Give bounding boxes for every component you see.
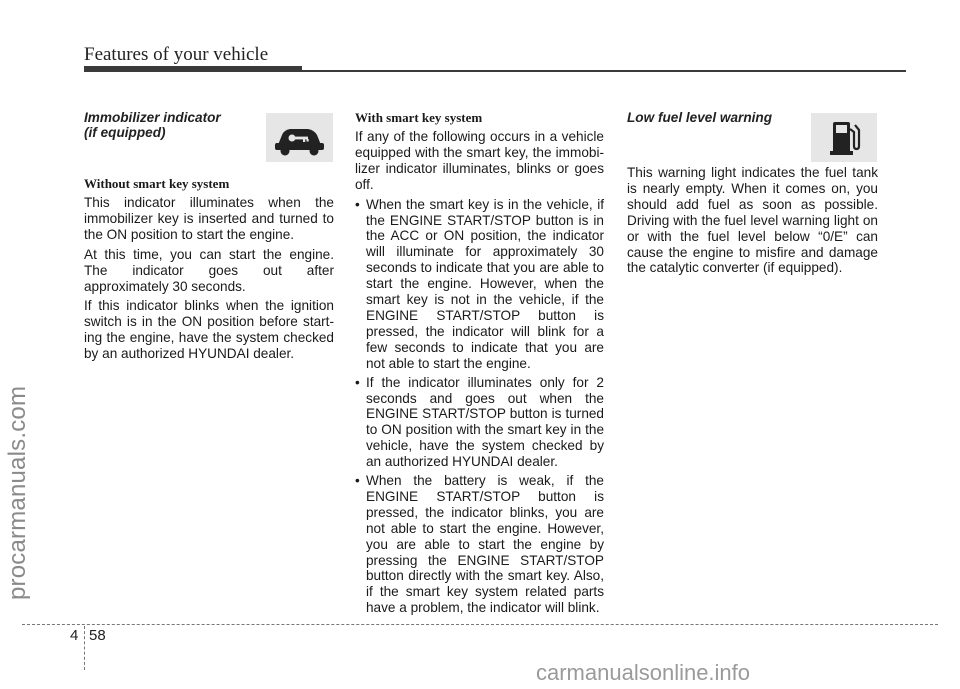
side-watermark: procarmanuals.com: [4, 385, 31, 600]
immobilizer-paragraph: If this indicator blinks when the ignition switch is in the ON position before start-ing the engine, have the system checked by an authorized HYUNDAI dealer.: [84, 298, 334, 362]
immobilizer-title-line2: (if equipped): [84, 125, 166, 140]
without-smart-key-subtitle: Without smart key system: [84, 176, 230, 191]
list-item: • When the smart key is in the vehicle, if the ENGINE START/STOP button is in the ACC or ON position, the indicator will illuminate for approximately 30 seconds to indicate that you are able to start the engine. However, when the smart key is not in the vehicle, if the ENGINE START/STOP button is pressed, the indicator will blink for a few seconds to indicate that you are not able to start the engine.: [355, 197, 604, 372]
footer-divider: [84, 626, 85, 670]
column-smart-key: [355, 110, 604, 619]
immobilizer-title-line1: Immobilizer indicator: [84, 110, 221, 125]
page-header-title: Features of your vehicle: [84, 44, 269, 65]
smart-key-bullet-list: [355, 197, 604, 617]
car-key-icon: [266, 113, 333, 162]
footer-rule: [22, 624, 938, 625]
bottom-watermark: carmanualsonline.info: [536, 660, 751, 685]
low-fuel-title: Low fuel level warning: [627, 110, 773, 125]
smart-key-intro: If any of the following occurs in a vehicle equipped with the smart key, the immobi-lizer indicator illuminates, blinks or goes off.: [355, 129, 604, 192]
low-fuel-icon-box: [811, 113, 877, 162]
chapter-number: 4: [70, 627, 79, 644]
immobilizer-paragraph: This indicator illuminates when the immobilizer key is inserted and turned to the ON position to start the engine.: [84, 195, 334, 242]
immobilizer-indicator-icon-box: [266, 113, 333, 162]
header-rule-thin: [84, 70, 906, 72]
with-smart-key-subtitle: With smart key system: [355, 110, 483, 125]
fuel-pump-icon: [811, 113, 877, 162]
list-item: • When the battery is weak, if the ENGINE START/STOP button is pressed, the indicator blinks, you are not able to start the engine. However, you are able to start the engine by pressing the ENGINE START/STOP button directly with the smart key. Also, if the smart key system related parts have a problem, the indicator will blink.: [355, 473, 604, 616]
page-number: 58: [89, 627, 106, 644]
low-fuel-paragraph: This warning light indicates the fuel tank is nearly empty. When it comes on, you should add fuel as soon as possible. Driving with the fuel level warning light on or with the fuel level below “0/E” can cause the engine to misfire and damage the catalytic converter (if equipped).: [627, 165, 878, 276]
immobilizer-paragraph: At this time, you can start the engine. The indicator goes out after approximately 30 seconds.: [84, 246, 334, 294]
list-item: • If the indicator illuminates only for 2 seconds and goes out when the ENGINE START/STOP button is turned to ON position with the smart key in the vehicle, have the system checked by an authorized HYUNDAI dealer.: [355, 375, 604, 470]
